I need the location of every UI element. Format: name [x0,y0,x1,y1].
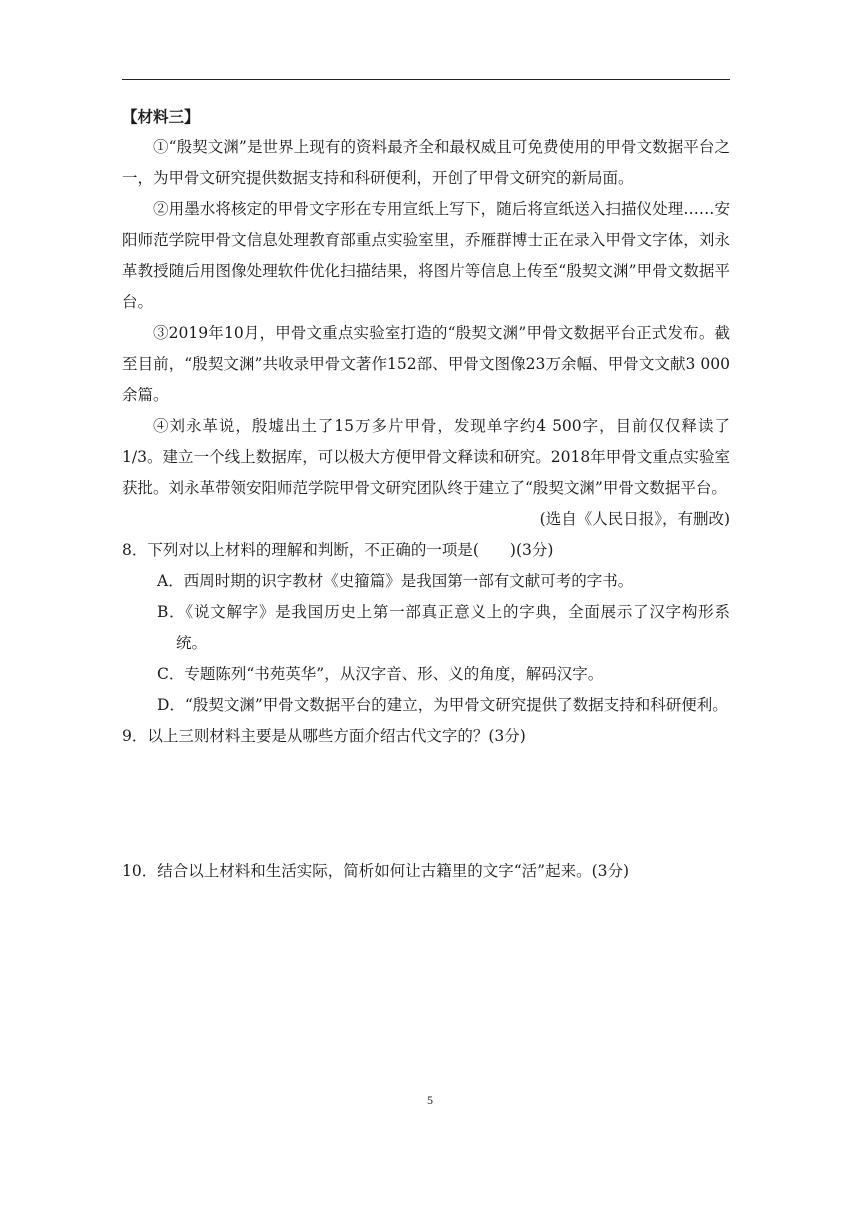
question-10: 10．结合以上材料和生活实际，简析如何让古籍里的文字“活”起来。(3分) [122,862,630,880]
question-9: 9．以上三则材料主要是从哪些方面介绍古代文字的？(3分) [122,727,526,745]
question-8-option-c: C．专题陈列“书苑英华”，从汉字音、形、义的角度，解码汉字。 [157,665,604,683]
page-content [122,101,730,887]
paragraph-2: ②用墨水将核定的甲骨文字形在专用宣纸上写下，随后将宣纸送入扫描仪处理……安阳师范学院甲骨文信息处理教育部重点实验室里，乔雁群博士正在录入甲骨文字体，刘永革教授随后用图像处理软件优化扫描结果，将图片等信息上传至“殷契文渊”甲骨文数据平台。 [122,200,730,311]
answer-space-9[interactable] [122,752,730,856]
page-number: 5 [427,1093,433,1107]
paragraph-3: ③2019年10月，甲骨文重点实验室打造的“殷契文渊”甲骨文数据平台正式发布。截至目前，“殷契文渊”共收录甲骨文著作152部、甲骨文图像23万余幅、甲骨文文献3 000余篇。 [122,324,730,404]
question-8-option-a: A．西周时期的识字教材《史籀篇》是我国第一部有文献可考的字书。 [157,572,634,590]
question-8-option-d: D．“殷契文渊”甲骨文数据平台的建立，为甲骨文研究提供了数据支持和科研便利。 [157,696,728,714]
question-8-stem: 8．下列对以上材料的理解和判断，不正确的一项是( )(3分) [122,541,554,559]
header-rule [122,79,730,80]
paragraph-4: ④刘永革说，殷墟出土了15万多片甲骨，发现单字约4 500字，目前仅仅释读了1/3。建立一个线上数据库，可以极大方便甲骨文释读和研究。2018年甲骨文重点实验室获批。刘永革带领安阳师范学院甲骨文研究团队终于建立了“殷契文渊”甲骨文数据平台。 [122,417,730,497]
source-citation: (选自《人民日报》，有删改) [539,510,730,528]
question-8-option-b: B．《说文解字》是我国历史上第一部真正意义上的字典，全面展示了汉字构形系统。 [157,603,730,652]
paragraph-1: ①“殷契文渊”是世界上现有的资料最齐全和最权威且可免费使用的甲骨文数据平台之一，为甲骨文研究提供数据支持和科研便利，开创了甲骨文研究的新局面。 [122,138,730,187]
material-heading: 【材料三】 [122,107,200,126]
